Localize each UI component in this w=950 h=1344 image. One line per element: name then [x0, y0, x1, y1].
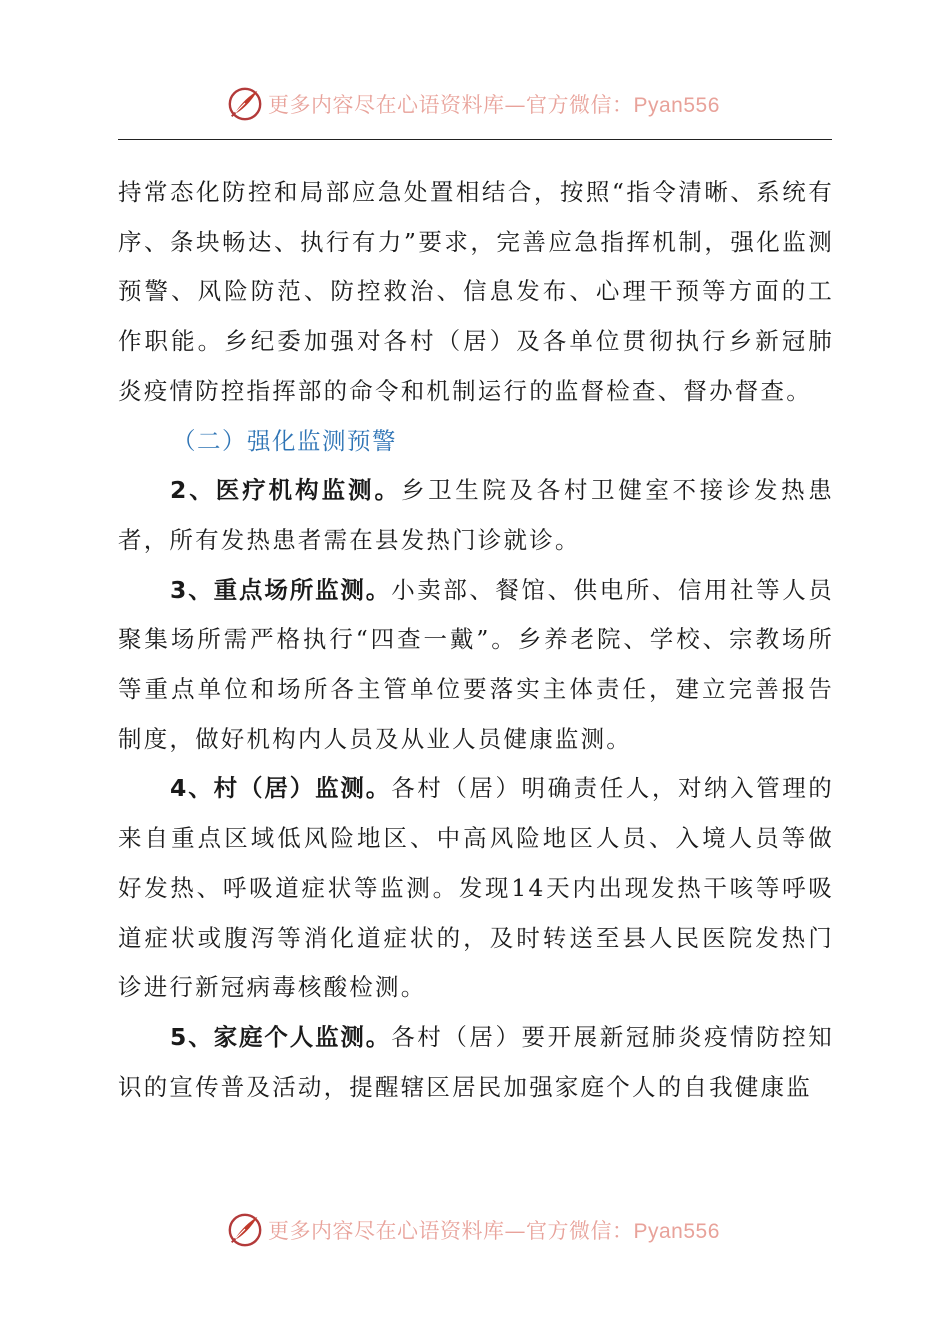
feather-pen-circle-icon	[226, 85, 264, 123]
item-heading: 5、家庭个人监测。	[170, 1022, 392, 1051]
banner-text: 更多内容尽在心语资料库—官方微信：Pyan556	[268, 93, 720, 117]
document-body	[118, 168, 834, 1112]
item-body: 各村（居）明确责任人，对纳入管理的来自重点区域低风险地区、中高风险地区人员、入境人员等做好发热、呼吸道症状等监测。发现14天内出现发热干咳等呼吸道症状或腹泻等消化道症状的，及时转送至县人民医院发热门诊进行新冠病毒核酸检测。	[118, 774, 834, 1002]
item-body: 各村（居）要开展新冠肺炎疫情防控知识的宣传普及活动，提醒辖区居民加强家庭个人的自我健康监	[118, 1022, 834, 1101]
list-item	[118, 466, 834, 565]
feather-pen-circle-icon	[226, 1211, 264, 1249]
item-heading: 4、村（居）监测。	[170, 774, 392, 803]
header-divider	[118, 139, 832, 140]
item-body: 乡卫生院及各村卫健室不接诊发热患者，所有发热患者需在县发热门诊就诊。	[118, 476, 834, 554]
list-item	[118, 1013, 834, 1112]
footer-banner	[0, 1208, 950, 1252]
paragraph-continuation: 持常态化防控和局部应急处置相结合，按照“指令清晰、系统有序、条块畅达、执行有力”要求，完善应急指挥机制，强化监测预警、风险防范、防控救治、信息发布、心理干预等方面的工作职能。乡纪委加强对各村（居）及各单位贯彻执行乡新冠肺炎疫情防控指挥部的命令和机制运行的监督检查、督办督查。	[118, 178, 834, 405]
banner-text: 更多内容尽在心语资料库—官方微信：Pyan556	[268, 1219, 720, 1243]
item-body: 小卖部、餐馆、供电所、信用社等人员聚集场所需严格执行“四查一戴”。乡养老院、学校、宗教场所等重点单位和场所各主管单位要落实主体责任，建立完善报告制度，做好机构内人员及从业人员健康监测。	[118, 575, 834, 753]
header-banner	[0, 82, 950, 126]
list-item	[118, 764, 834, 1013]
item-heading: 3、重点场所监测。	[170, 575, 392, 604]
section-heading: （二）强化监测预警	[172, 426, 397, 455]
list-item	[118, 566, 834, 765]
item-heading: 2、医疗机构监测。	[170, 476, 401, 505]
